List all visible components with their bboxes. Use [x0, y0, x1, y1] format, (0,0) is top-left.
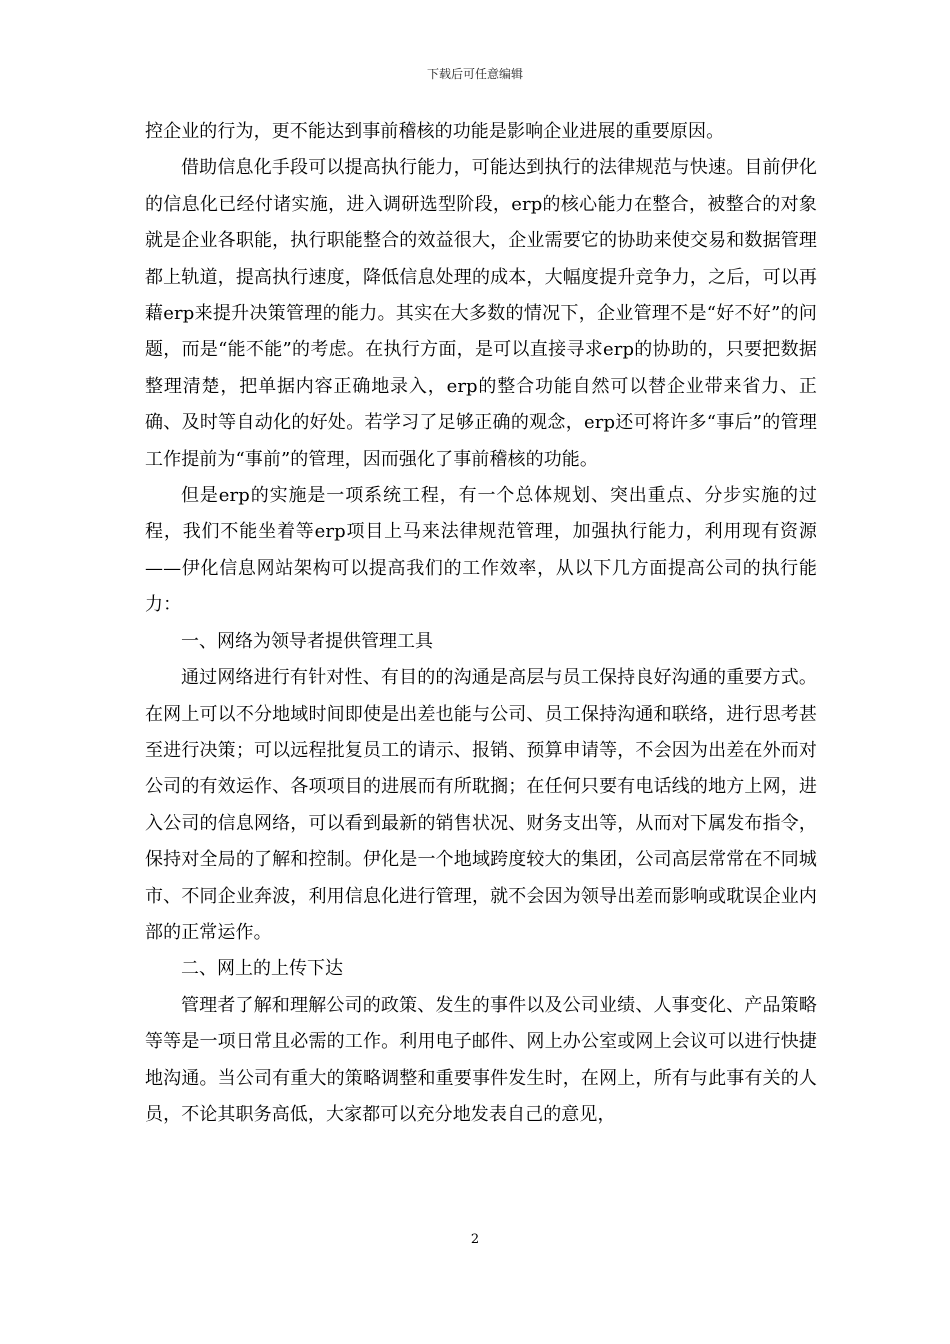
- paragraph-2: 借助信息化手段可以提高执行能力，可能达到执行的法律规范与快速。目前伊化的信息化已经付诸实施，进入调研选型阶段，erp的核心能力在整合，被整合的对象就是企业各职能，执行职能整合的效益很大，企业需要它的协助来使交易和数据管理都上轨道，提高执行速度，降低信息处理的成本，大幅度提升竞争力，之后，可以再藉erp来提升决策管理的能力。其实在大多数的情况下，企业管理不是“好不好”的问题，而是“能不能”的考虑。在执行方面，是可以直接寻求erp的协助的，只要把数据整理清楚，把单据内容正确地录入，erp的整合功能自然可以替企业带来省力、正确、及时等自动化的好处。若学习了足够正确的观念，erp还可将许多“事后”的管理工作提前为“事前”的管理，因而强化了事前稽核的功能。: [145, 157, 817, 470]
- paragraph-4: 通过网络进行有针对性、有目的的沟通是高层与员工保持良好沟通的重要方式。在网上可以不分地域时间即使是出差也能与公司、员工保持沟通和联络，进行思考甚至进行决策；可以远程批复员工的请示、报销、预算申请等，不会因为出差在外而对公司的有效运作、各项项目的进展而有所耽搁；在任何只要有电话线的地方上网，进入公司的信息网络，可以看到最新的销售状况、财务支出等，从而对下属发布指令，保持对全局的了解和控制。伊化是一个地域跨度较大的集团，公司高层常常在不同城市、不同企业奔波，利用信息化进行管理，就不会因为领导出差而影响或耽误企业内部的正常运作。: [145, 667, 817, 943]
- section-heading-1: 一、网络为领导者提供管理工具: [181, 630, 433, 652]
- paragraph-5: 管理者了解和理解公司的政策、发生的事件以及公司业绩、人事变化、产品策略等等是一项日常且必需的工作。利用电子邮件、网上办公室或网上会议可以进行快捷地沟通。当公司有重大的策略调整和重要事件发生时，在网上，所有与此事有关的人员，不论其职务高低，大家都可以充分地发表自己的意见，: [145, 994, 817, 1125]
- page-number: 2: [470, 1232, 480, 1247]
- paragraph-3: 但是erp的实施是一项系统工程，有一个总体规划、突出重点、分步实施的过程，我们不能坐着等erp项目上马来法律规范管理，加强执行能力，利用现有资源——伊化信息网站架构可以提高我们的工作效率，从以下几方面提高公司的执行能力：: [145, 485, 817, 616]
- paragraph-1: 控企业的行为，更不能达到事前稽核的功能是影响企业进展的重要原因。: [145, 121, 725, 142]
- document-body: [145, 114, 817, 1133]
- page-header: 下载后可任意编辑: [426, 67, 523, 81]
- section-heading-2: 二、网上的上传下达: [181, 958, 343, 980]
